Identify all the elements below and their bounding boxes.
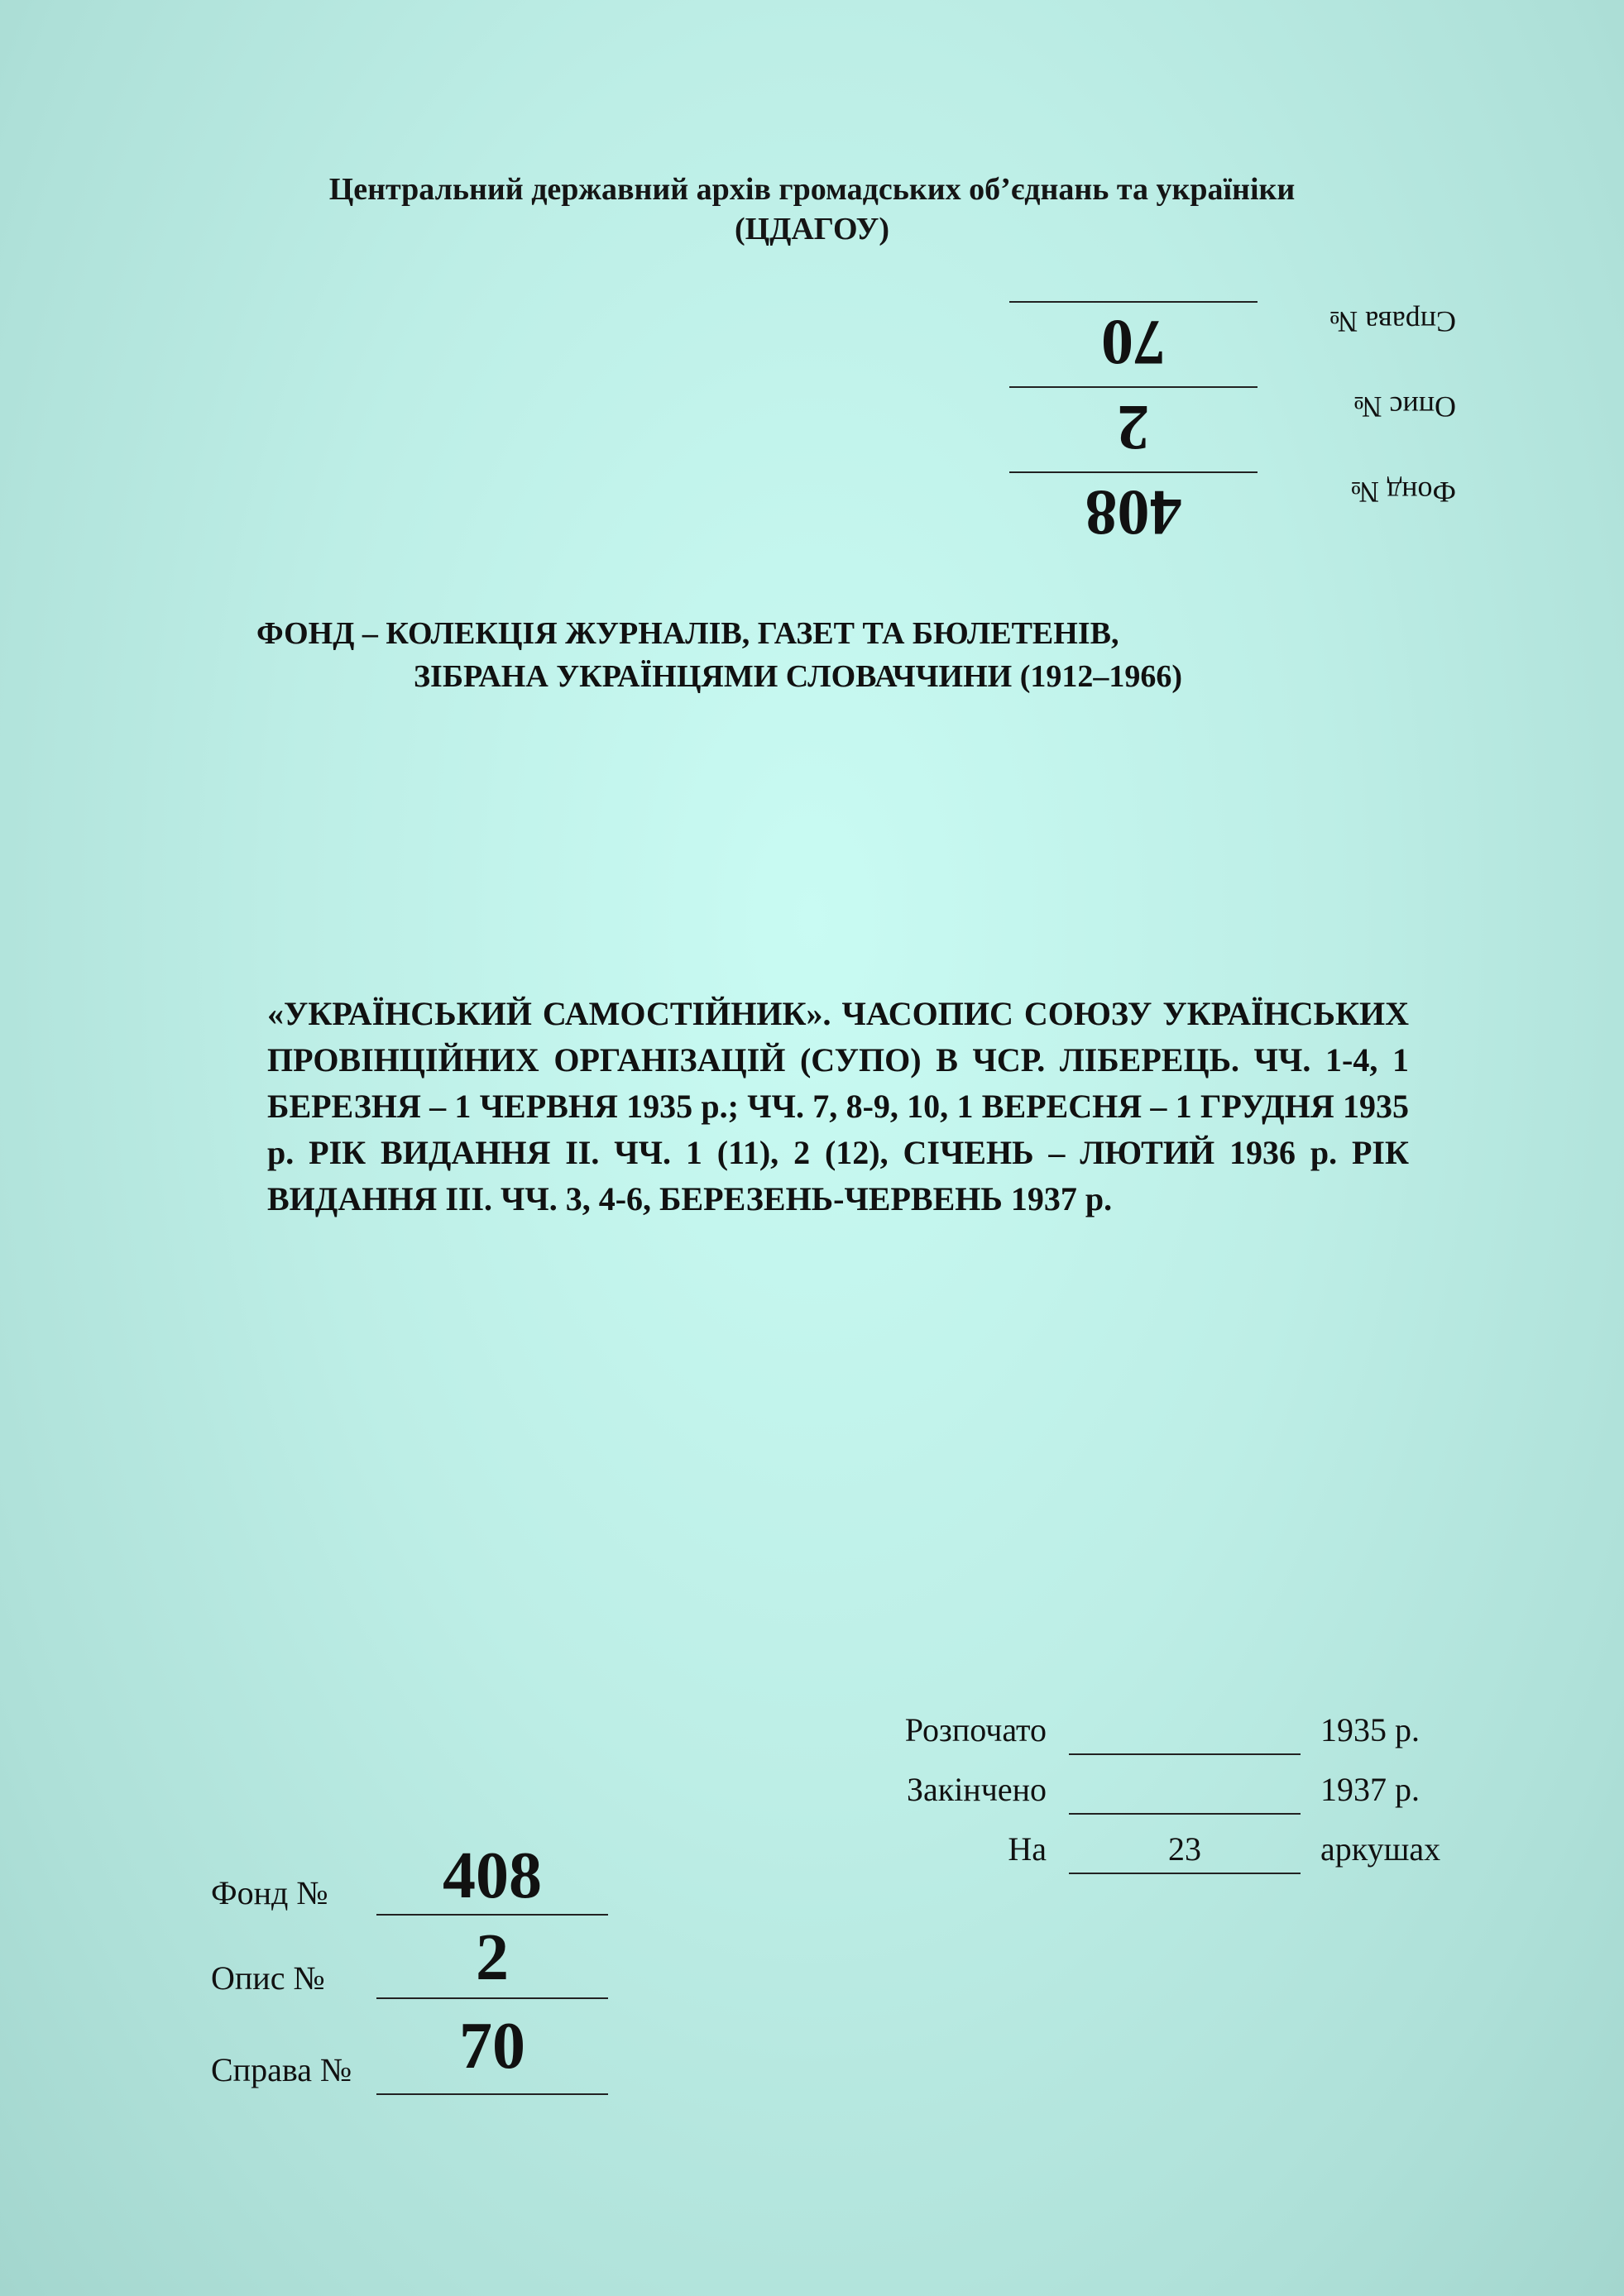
started-line	[1069, 1753, 1301, 1755]
flipped-sprava-label: Справа №	[1329, 305, 1456, 338]
opys-label: Опис №	[211, 1959, 325, 1997]
sheets-line	[1069, 1873, 1301, 1874]
fond-line	[376, 1914, 608, 1916]
finished-value: 1937 р.	[1320, 1771, 1420, 1808]
flipped-opys-label: Опис №	[1353, 390, 1456, 423]
flipped-fond-value: 408	[1085, 477, 1182, 549]
flipped-sprava-line	[1009, 301, 1258, 303]
sprava-value: 70	[459, 2010, 525, 2083]
opys-line	[376, 1997, 608, 1999]
flipped-opys-line	[1009, 386, 1258, 388]
archive-abbreviation: (ЦДАГОУ)	[735, 212, 889, 246]
flipped-opys-row	[1009, 382, 1456, 465]
fond-heading	[256, 612, 1415, 698]
started-label: Розпочато	[904, 1711, 1047, 1748]
started-value: 1935 р.	[1320, 1711, 1420, 1748]
fond-label: Фонд №	[211, 1874, 328, 1911]
sprava-row	[211, 2010, 608, 2105]
finished-row	[877, 1767, 1605, 1816]
fond-row	[211, 1840, 608, 1931]
sheets-value: 23	[1168, 1830, 1201, 1868]
sprava-line	[376, 2093, 608, 2095]
opys-row	[211, 1921, 608, 2016]
case-description: «УКРАЇНСЬКИЙ САМОСТІЙНИК». ЧАСОПИС СОЮЗУ УКРАЇНСЬКИХ ПРОВІНЦІЙНИХ ОРГАНІЗАЦІЙ (СУПО) В ЧСР. ЛІБЕРЕЦЬ. ЧЧ. 1-4, 1 БЕРЕЗНЯ – 1 ЧЕРВНЯ 1935 р.; ЧЧ. 7, 8-9, 10, 1 ВЕРЕСНЯ – 1 ГРУДНЯ 1935 р. РІК ВИДАННЯ ІІ. ЧЧ. 1 (11), 2 (12), СІЧЕНЬ – ЛЮТИЙ 1936 р. РІК ВИДАННЯ ІІІ. ЧЧ. 3, 4-6, БЕРЕЗЕНЬ-ЧЕРВЕНЬ 1937 р.	[267, 995, 1409, 1217]
flipped-fond-row	[1009, 467, 1456, 550]
fond-value: 408	[443, 1839, 542, 1912]
fond-heading-line1: ФОНД – КОЛЕКЦІЯ ЖУРНАЛІВ, ГАЗЕТ ТА БЮЛЕТЕНІВ,	[256, 616, 1119, 651]
sheets-row	[877, 1826, 1605, 1876]
sheets-suffix: аркушах	[1320, 1830, 1441, 1868]
fond-heading-line2: ЗІБРАНА УКРАЇНЦЯМИ СЛОВАЧЧИНИ (1912–1966)	[414, 659, 1183, 694]
flipped-opys-value: 2	[1117, 392, 1150, 464]
finished-label: Закінчено	[906, 1771, 1047, 1808]
flipped-sprava-row	[1009, 297, 1456, 380]
flipped-sprava-value: 70	[1101, 307, 1166, 379]
sprava-label: Справа №	[211, 2051, 352, 2088]
upside-down-cipher-block	[1009, 294, 1456, 550]
archive-header	[0, 170, 1624, 249]
finished-line	[1069, 1813, 1301, 1815]
flipped-fond-label: Фонд №	[1350, 476, 1456, 509]
sheets-label: На	[1008, 1830, 1047, 1868]
started-row	[877, 1707, 1605, 1757]
opys-value: 2	[476, 1921, 509, 1994]
archive-name: Центральний державний архів громадських об’єднань та україніки	[328, 172, 1296, 207]
flipped-fond-line	[1009, 471, 1258, 473]
